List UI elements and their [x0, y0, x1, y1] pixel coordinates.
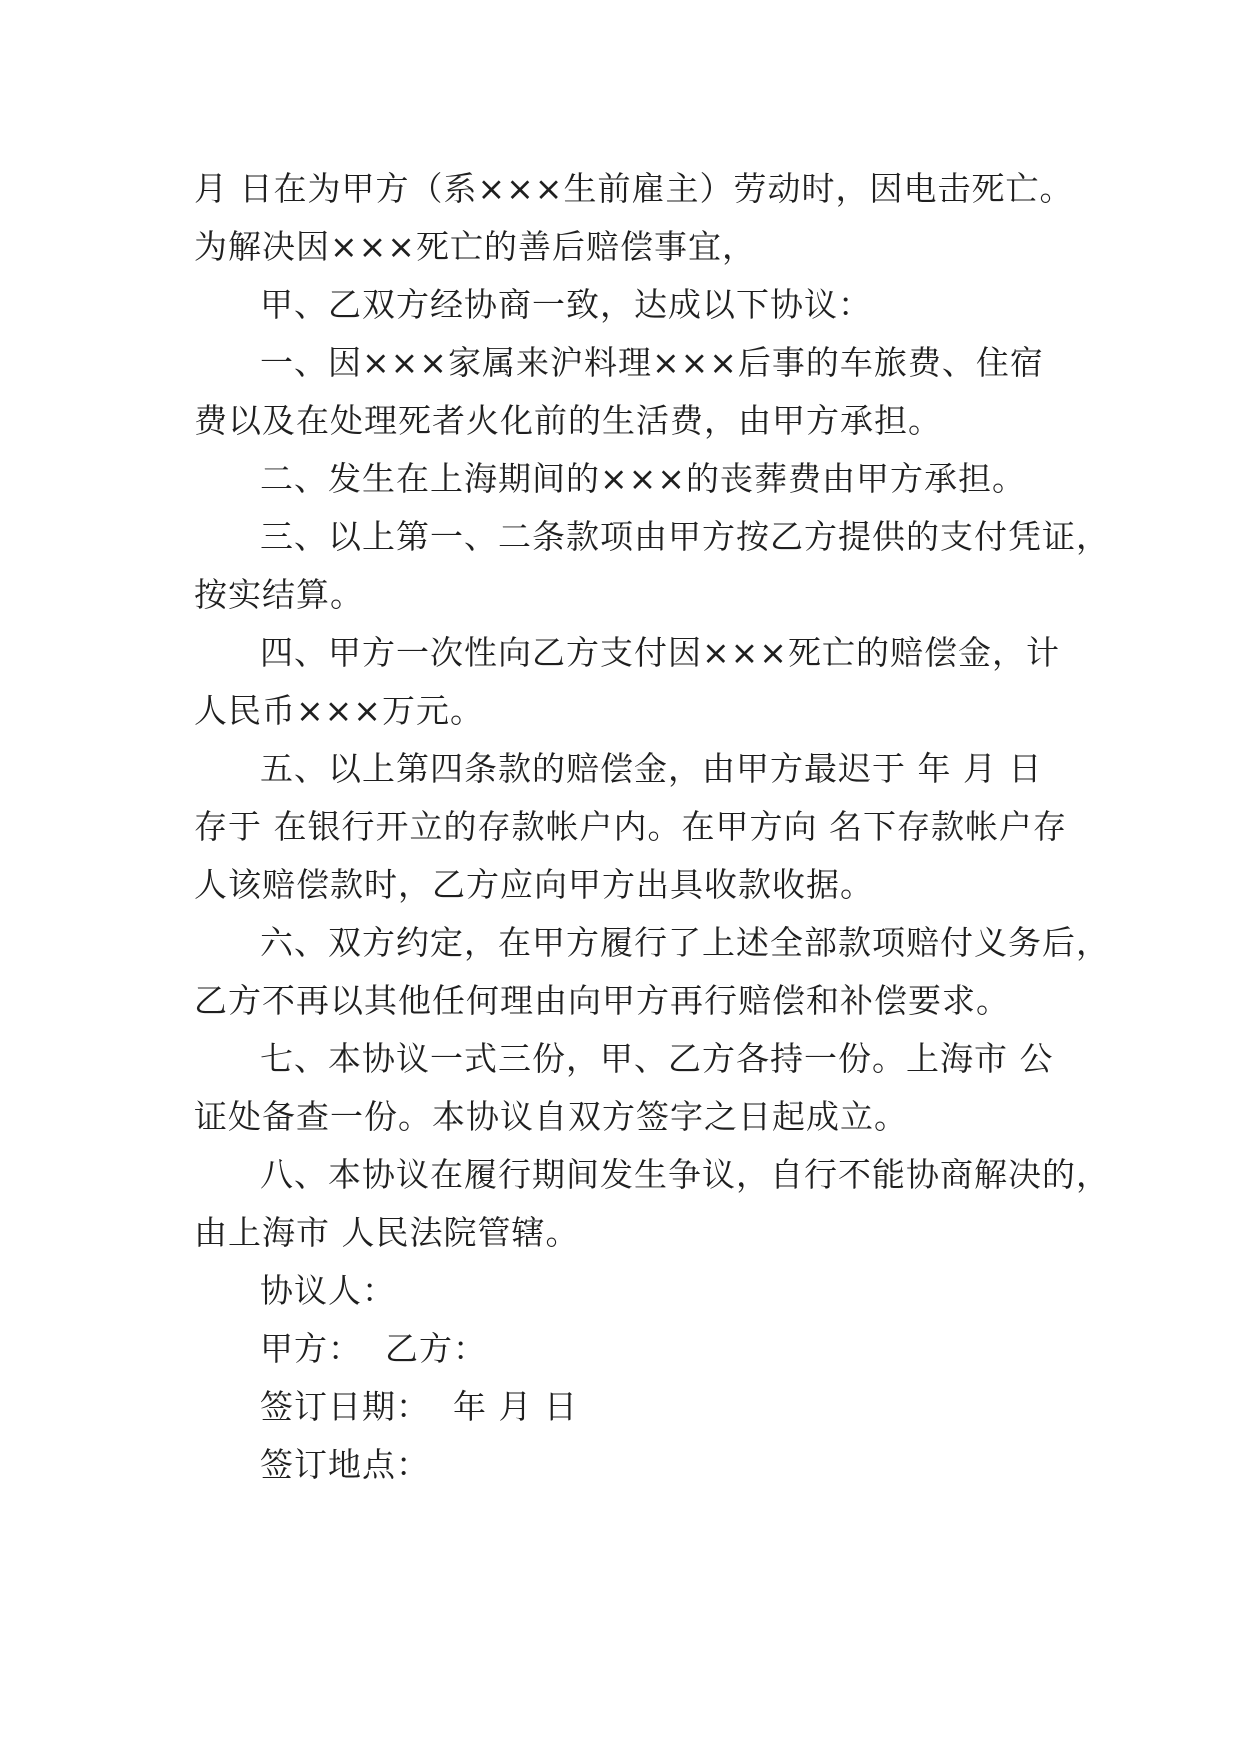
text-line: 费以及在处理死者火化前的生活费，由甲方承担。 — [194, 401, 942, 440]
parties-line: 甲方： 乙方： — [260, 1329, 487, 1368]
text-line: 人该赔偿款时，乙方应向甲方出具收款收据。 — [194, 865, 874, 904]
text-line: 证处备查一份。本协议自双方签字之日起成立。 — [194, 1097, 908, 1136]
clause-eight: 八、本协议在履行期间发生争议，自行不能协商解决的， — [260, 1155, 1110, 1194]
text-line: 为解决因×××死亡的善后赔偿事宜， — [194, 227, 756, 266]
text-line: 由上海市 人民法院管辖。 — [194, 1213, 580, 1252]
clause-five: 五、以上第四条款的赔偿金，由甲方最迟于 年 月 日 — [260, 749, 1043, 788]
clause-four: 四、甲方一次性向乙方支付因×××死亡的赔偿金，计 — [260, 633, 1060, 672]
text-line: 人民币×××万元。 — [194, 691, 484, 730]
text-line: 月 日在为甲方（系×××生前雇主）劳动时，因电击死亡。 — [194, 169, 1074, 208]
text-line: 存于 在银行开立的存款帐户内。在甲方向 名下存款帐户存 — [194, 807, 1067, 846]
clause-three: 三、以上第一、二条款项由甲方按乙方提供的支付凭证， — [260, 517, 1110, 556]
agreement-text — [194, 160, 1110, 1494]
signing-date-line: 签订日期： 年 月 日 — [260, 1387, 578, 1426]
signing-place-line: 签订地点： — [260, 1445, 430, 1484]
clause-seven: 七、本协议一式三份，甲、乙方各持一份。上海市 公 — [260, 1039, 1054, 1078]
signatories-label: 协议人： — [260, 1271, 396, 1310]
text-line: 按实结算。 — [194, 575, 364, 614]
text-line: 乙方不再以其他任何理由向甲方再行赔偿和补偿要求。 — [194, 981, 1010, 1020]
paragraph-agreement-intro: 甲、乙双方经协商一致，达成以下协议： — [260, 285, 872, 324]
clause-two: 二、发生在上海期间的×××的丧葬费由甲方承担。 — [260, 459, 1026, 498]
clause-one: 一、因×××家属来沪料理×××后事的车旅费、住宿 — [260, 343, 1044, 382]
clause-six: 六、双方约定，在甲方履行了上述全部款项赔付义务后， — [260, 923, 1110, 962]
